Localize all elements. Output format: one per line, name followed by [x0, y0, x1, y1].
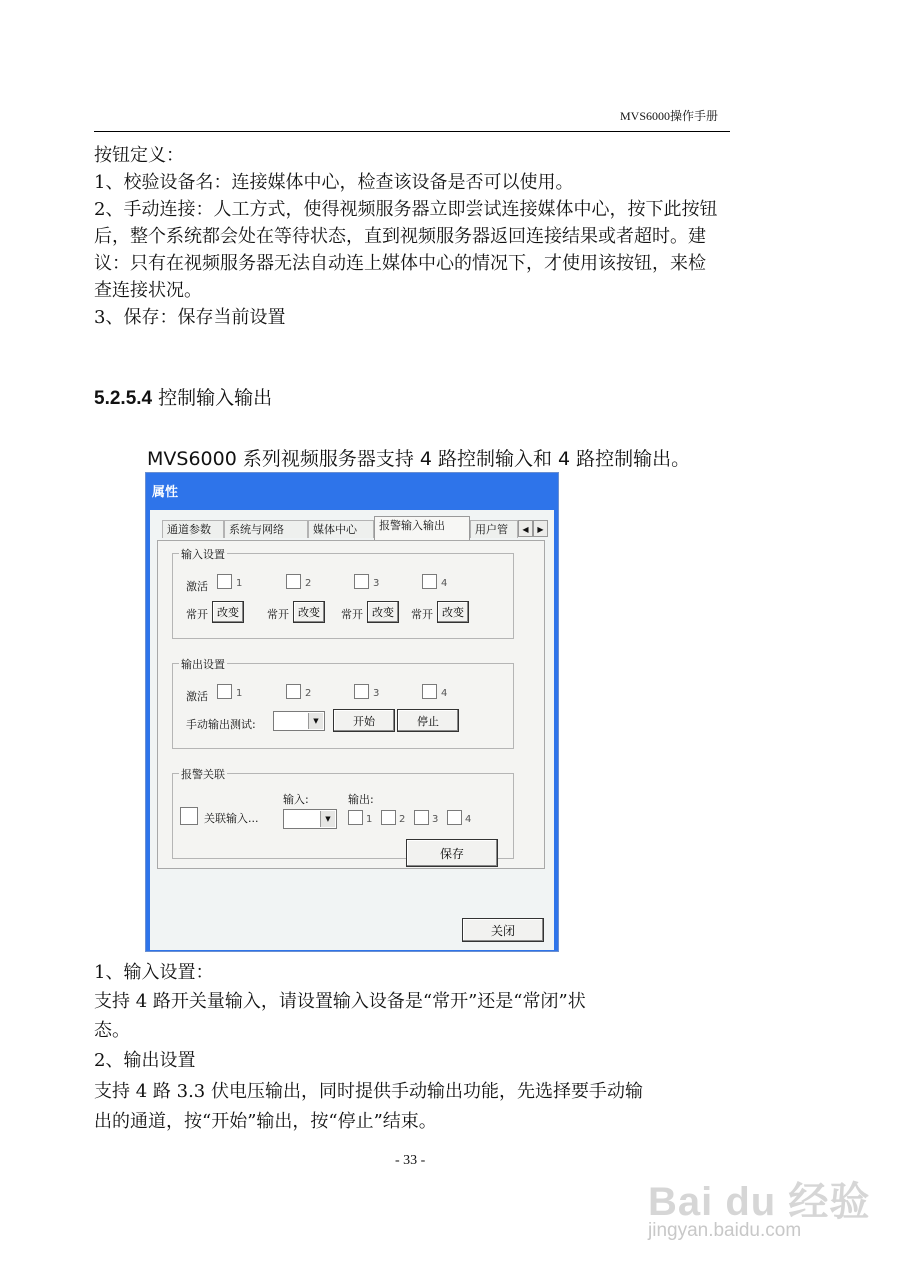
- alarm-output-checkbox-1[interactable]: [348, 810, 363, 825]
- output-activate-checkbox-1[interactable]: [217, 684, 232, 699]
- paragraph-line: 出的通道，按“开始”输出，按“停止”结束。: [94, 1111, 437, 1132]
- stop-button[interactable]: 停止: [397, 709, 459, 732]
- button-definitions-heading: 按钮定义：: [94, 145, 184, 166]
- tab-system-network[interactable]: 系统与网络: [224, 520, 308, 538]
- baidu-jingyan-watermark-logo: Bai du 经验: [648, 1180, 871, 1224]
- output-settings-group: [172, 658, 514, 749]
- input-mode-label-1: 常开: [186, 608, 208, 621]
- manual-output-channel-select[interactable]: [273, 711, 325, 731]
- input-mode-label-4: 常开: [411, 608, 433, 621]
- paragraph-line: 态。: [94, 1020, 130, 1041]
- tab-media-center[interactable]: 媒体中心: [308, 520, 374, 538]
- watermark-url: jingyan.baidu.com: [648, 1220, 802, 1241]
- input-activate-label: 激活: [186, 580, 208, 593]
- output-activate-checkbox-2[interactable]: [286, 684, 301, 699]
- save-button[interactable]: 保存: [406, 839, 498, 867]
- paragraph-line: 查连接状况。: [94, 280, 202, 301]
- output-channel-label: 1: [236, 688, 243, 699]
- alarm-output-channel-label: 1: [366, 814, 373, 825]
- output-activate-label: 激活: [186, 690, 208, 703]
- alarm-linkage-label: 报警关联: [181, 768, 225, 781]
- input-channel-label: 4: [441, 578, 448, 589]
- tab-alarm-io[interactable]: 报警输入输出: [374, 516, 470, 540]
- input-settings-heading: 1、输入设置：: [94, 962, 214, 983]
- alarm-io-panel: [157, 540, 545, 869]
- input-channel-label: 2: [305, 578, 312, 589]
- intro-text: MVS6000 系列视频服务器支持 4 路控制输入和 4 路控制输出。: [147, 448, 691, 470]
- tab-scroll-left-icon[interactable]: ◀: [518, 520, 533, 537]
- paragraph-line: 支持 4 路开关量输入，请设置输入设备是“常开”还是“常闭”状: [94, 991, 586, 1012]
- header-rule: [94, 131, 730, 132]
- input-activate-checkbox-2[interactable]: [286, 574, 301, 589]
- alarm-output-checkbox-2[interactable]: [381, 810, 396, 825]
- output-activate-checkbox-3[interactable]: [354, 684, 369, 699]
- input-channel-label: 3: [373, 578, 380, 589]
- section-number: 5.2.5.4: [94, 388, 153, 409]
- chevron-down-icon: ▼: [308, 713, 323, 729]
- paragraph-line: 支持 4 路 3.3 伏电压输出，同时提供手动输出功能，先选择要手动输: [94, 1081, 643, 1102]
- alarm-output-channel-label: 2: [399, 814, 406, 825]
- alarm-output-channel-label: 3: [432, 814, 439, 825]
- tab-scroll-right-icon[interactable]: ▶: [533, 520, 548, 537]
- alarm-output-checkbox-4[interactable]: [447, 810, 462, 825]
- input-channel-label: 1: [236, 578, 243, 589]
- output-activate-checkbox-4[interactable]: [422, 684, 437, 699]
- start-button[interactable]: 开始: [333, 709, 395, 732]
- tab-strip: [162, 516, 548, 540]
- change-button-1[interactable]: 改变: [212, 601, 244, 623]
- running-header: MVS6000操作手册: [620, 109, 719, 123]
- link-input-label: 关联输入...: [204, 812, 259, 825]
- input-activate-checkbox-1[interactable]: [217, 574, 232, 589]
- alarm-input-label: 输入:: [283, 793, 309, 806]
- paragraph-line: 1、校验设备名：连接媒体中心，检查该设备是否可以使用。: [94, 172, 574, 193]
- output-channel-label: 3: [373, 688, 380, 699]
- input-activate-checkbox-4[interactable]: [422, 574, 437, 589]
- paragraph-line: 后，整个系统都会处在等待状态，直到视频服务器返回连接结果或者超时。建: [94, 226, 706, 247]
- input-mode-label-2: 常开: [267, 608, 289, 621]
- alarm-output-checkbox-3[interactable]: [414, 810, 429, 825]
- change-button-4[interactable]: 改变: [437, 601, 469, 623]
- page-number: - 33 -: [395, 1153, 426, 1168]
- paragraph-line: 议：只有在视频服务器无法自动连上媒体中心的情况下，才使用该按钮，来检: [94, 253, 706, 274]
- input-activate-checkbox-3[interactable]: [354, 574, 369, 589]
- alarm-input-select[interactable]: [283, 809, 337, 829]
- change-button-2[interactable]: 改变: [293, 601, 325, 623]
- input-mode-label-3: 常开: [341, 608, 363, 621]
- close-button[interactable]: 关闭: [462, 918, 544, 942]
- output-settings-label: 输出设置: [181, 658, 225, 671]
- alarm-output-channel-label: 4: [465, 814, 472, 825]
- alarm-output-label: 输出:: [348, 793, 374, 806]
- section-title: 控制输入输出: [158, 387, 273, 409]
- manual-output-test-label: 手动输出测试:: [186, 718, 256, 731]
- tab-user-management[interactable]: 用户管: [470, 520, 518, 538]
- output-channel-label: 4: [441, 688, 448, 699]
- tab-channel-params[interactable]: 通道参数: [162, 520, 224, 538]
- input-settings-group: [172, 548, 514, 639]
- output-channel-label: 2: [305, 688, 312, 699]
- paragraph-line: 3、保存：保存当前设置: [94, 307, 286, 328]
- change-button-3[interactable]: 改变: [367, 601, 399, 623]
- output-settings-heading: 2、输出设置: [94, 1050, 196, 1071]
- paragraph-line: 2、手动连接：人工方式，使得视频服务器立即尝试连接媒体中心，按下此按钮: [94, 199, 718, 220]
- dialog-title: 属性: [152, 485, 179, 500]
- input-settings-label: 输入设置: [181, 548, 225, 561]
- properties-dialog: [145, 472, 559, 952]
- link-input-checkbox[interactable]: [180, 807, 198, 825]
- chevron-down-icon: ▼: [320, 811, 335, 827]
- section-heading: [94, 383, 272, 410]
